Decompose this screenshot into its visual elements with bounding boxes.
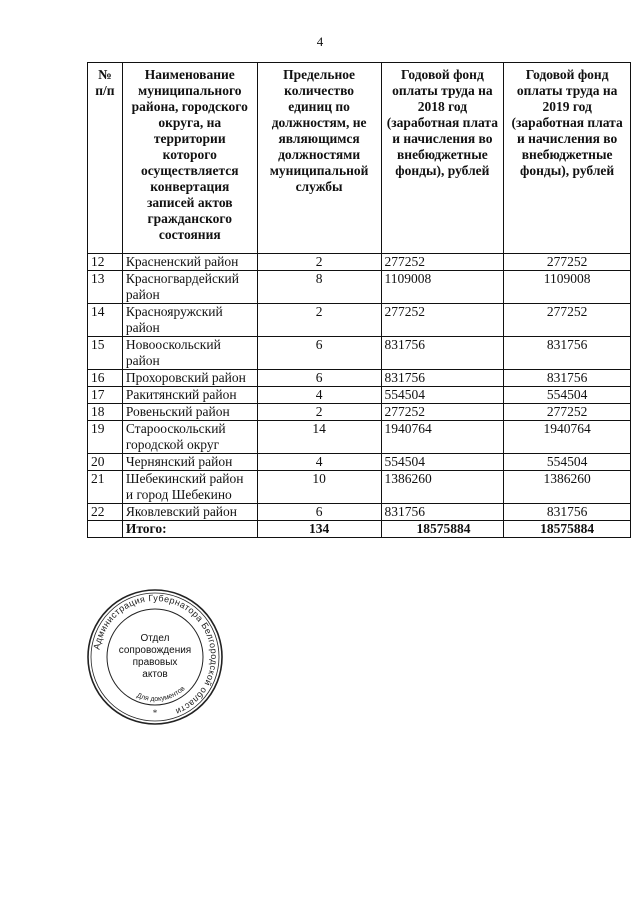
district-name: Красногвардейский район bbox=[122, 271, 257, 304]
fund-2019: 1940764 bbox=[504, 421, 631, 454]
fund-2018: 831756 bbox=[381, 337, 504, 370]
table-row bbox=[88, 387, 631, 404]
total-number bbox=[88, 521, 123, 538]
district-name: Чернянский район bbox=[122, 454, 257, 471]
unit-count: 2 bbox=[257, 304, 381, 337]
table-row bbox=[88, 454, 631, 471]
unit-count: 4 bbox=[257, 387, 381, 404]
seal-line: правовых bbox=[132, 657, 178, 668]
unit-count: 6 bbox=[257, 370, 381, 387]
row-number: 16 bbox=[88, 370, 123, 387]
header-fund-2018: Годовой фонд оплаты труда на 2018 год (заработная плата и начисления во внебюджетные фонды), рублей bbox=[381, 63, 504, 254]
unit-count: 4 bbox=[257, 454, 381, 471]
fund-2018: 1940764 bbox=[381, 421, 504, 454]
fund-2018: 277252 bbox=[381, 304, 504, 337]
fund-2019: 831756 bbox=[504, 370, 631, 387]
fund-2018: 277252 bbox=[381, 254, 504, 271]
row-number: 19 bbox=[88, 421, 123, 454]
fund-2018: 831756 bbox=[381, 370, 504, 387]
row-number: 13 bbox=[88, 271, 123, 304]
row-number: 15 bbox=[88, 337, 123, 370]
row-number: 22 bbox=[88, 504, 123, 521]
fund-2019: 1386260 bbox=[504, 471, 631, 504]
seal-inner-text: Для документов bbox=[135, 685, 187, 704]
table-row bbox=[88, 471, 631, 504]
district-name: Краснояружский район bbox=[122, 304, 257, 337]
seal-line: актов bbox=[142, 669, 168, 680]
district-name: Яковлевский район bbox=[122, 504, 257, 521]
district-name: Прохоровский район bbox=[122, 370, 257, 387]
header-fund-2019: Годовой фонд оплаты труда на 2019 год (заработная плата и начисления во внебюджетные фонды), рублей bbox=[504, 63, 631, 254]
fund-2018: 277252 bbox=[381, 404, 504, 421]
table-header-row bbox=[88, 63, 631, 254]
fund-2018: 1386260 bbox=[381, 471, 504, 504]
fund-2019: 277252 bbox=[504, 304, 631, 337]
fund-2019: 831756 bbox=[504, 504, 631, 521]
seal-line: сопровождения bbox=[118, 645, 192, 656]
staffing-table bbox=[87, 62, 631, 538]
table-row bbox=[88, 370, 631, 387]
fund-2019: 277252 bbox=[504, 254, 631, 271]
total-row bbox=[88, 521, 631, 538]
table-row bbox=[88, 421, 631, 454]
fund-2018: 554504 bbox=[381, 387, 504, 404]
fund-2018: 831756 bbox=[381, 504, 504, 521]
total-label: Итого: bbox=[122, 521, 257, 538]
table-row bbox=[88, 271, 631, 304]
header-units: Предельное количество единиц по должностям, не являющимся должностями муниципальной службы bbox=[257, 63, 381, 254]
unit-count: 2 bbox=[257, 254, 381, 271]
fund-2018: 1109008 bbox=[381, 271, 504, 304]
seal-center-text bbox=[86, 588, 224, 726]
seal-star: * bbox=[152, 708, 158, 718]
fund-2019: 554504 bbox=[504, 454, 631, 471]
fund-2018: 554504 bbox=[381, 454, 504, 471]
district-name: Ракитянский район bbox=[122, 387, 257, 404]
total-fund-2018: 18575884 bbox=[381, 521, 504, 538]
row-number: 12 bbox=[88, 254, 123, 271]
seal-line: Отдел bbox=[140, 633, 170, 644]
fund-2019: 1109008 bbox=[504, 271, 631, 304]
district-name: Старооскольский городской округ bbox=[122, 421, 257, 454]
official-seal bbox=[86, 588, 224, 726]
table-row bbox=[88, 504, 631, 521]
unit-count: 2 bbox=[257, 404, 381, 421]
header-number: № п/п bbox=[88, 63, 123, 254]
unit-count: 6 bbox=[257, 337, 381, 370]
unit-count: 10 bbox=[257, 471, 381, 504]
table-body bbox=[88, 254, 631, 538]
table-row bbox=[88, 404, 631, 421]
table-row bbox=[88, 254, 631, 271]
row-number: 17 bbox=[88, 387, 123, 404]
district-name: Шебекинский район и город Шебекино bbox=[122, 471, 257, 504]
total-fund-2019: 18575884 bbox=[504, 521, 631, 538]
row-number: 20 bbox=[88, 454, 123, 471]
fund-2019: 554504 bbox=[504, 387, 631, 404]
table-row bbox=[88, 337, 631, 370]
district-name: Красненский район bbox=[122, 254, 257, 271]
seal-ring-text: Администрация Губернатора Белгородской области bbox=[91, 592, 220, 717]
table-row bbox=[88, 304, 631, 337]
district-name: Новооскольский район bbox=[122, 337, 257, 370]
row-number: 21 bbox=[88, 471, 123, 504]
fund-2019: 831756 bbox=[504, 337, 631, 370]
fund-2019: 277252 bbox=[504, 404, 631, 421]
header-district: Наименование муниципального района, городского округа, на территории которого осуществляется конвертация записей актов гражданского состояния bbox=[122, 63, 257, 254]
district-name: Ровеньский район bbox=[122, 404, 257, 421]
total-units: 134 bbox=[257, 521, 381, 538]
unit-count: 14 bbox=[257, 421, 381, 454]
unit-count: 8 bbox=[257, 271, 381, 304]
page-number: 4 bbox=[316, 34, 324, 49]
row-number: 18 bbox=[88, 404, 123, 421]
row-number: 14 bbox=[88, 304, 123, 337]
unit-count: 6 bbox=[257, 504, 381, 521]
